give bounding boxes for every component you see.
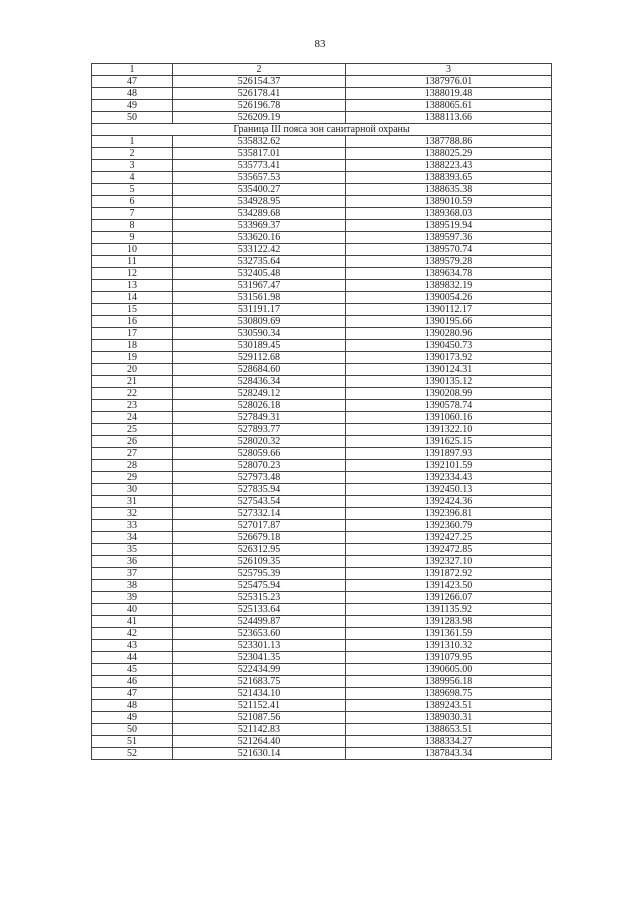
point-number: 27 bbox=[92, 448, 173, 460]
coord-y: 1389634.78 bbox=[346, 268, 552, 280]
coord-x: 521683.75 bbox=[173, 676, 346, 688]
section-title: Граница III пояса зон санитарной охраны bbox=[92, 124, 552, 136]
coord-x: 527835.94 bbox=[173, 484, 346, 496]
point-number: 6 bbox=[92, 196, 173, 208]
coord-x: 535832.62 bbox=[173, 136, 346, 148]
coord-y: 1387976.01 bbox=[346, 76, 552, 88]
coord-x: 528436.34 bbox=[173, 376, 346, 388]
header-col-3: 3 bbox=[346, 64, 552, 76]
point-number: 46 bbox=[92, 676, 173, 688]
table-row bbox=[92, 484, 552, 496]
coord-y: 1390605.00 bbox=[346, 664, 552, 676]
coord-y: 1391872.92 bbox=[346, 568, 552, 580]
point-number: 11 bbox=[92, 256, 173, 268]
table-row bbox=[92, 568, 552, 580]
table-row bbox=[92, 316, 552, 328]
point-number: 10 bbox=[92, 244, 173, 256]
coord-x: 531561.98 bbox=[173, 292, 346, 304]
coord-y: 1389010.59 bbox=[346, 196, 552, 208]
coord-x: 533620.16 bbox=[173, 232, 346, 244]
coord-y: 1392396.81 bbox=[346, 508, 552, 520]
table-row bbox=[92, 400, 552, 412]
table-row bbox=[92, 604, 552, 616]
point-number: 49 bbox=[92, 100, 173, 112]
point-number: 48 bbox=[92, 700, 173, 712]
point-number: 9 bbox=[92, 232, 173, 244]
point-number: 18 bbox=[92, 340, 173, 352]
table-row bbox=[92, 628, 552, 640]
point-number: 44 bbox=[92, 652, 173, 664]
coord-y: 1392450.13 bbox=[346, 484, 552, 496]
table-row bbox=[92, 268, 552, 280]
coord-x: 526178.41 bbox=[173, 88, 346, 100]
point-number: 15 bbox=[92, 304, 173, 316]
table-row bbox=[92, 376, 552, 388]
table-row bbox=[92, 220, 552, 232]
coord-x: 532405.48 bbox=[173, 268, 346, 280]
coord-y: 1389030.31 bbox=[346, 712, 552, 724]
page-number: 83 bbox=[314, 38, 326, 50]
point-number: 45 bbox=[92, 664, 173, 676]
point-number: 47 bbox=[92, 76, 173, 88]
coord-x: 527017.87 bbox=[173, 520, 346, 532]
coord-x: 531967.47 bbox=[173, 280, 346, 292]
table-row bbox=[92, 148, 552, 160]
table-row bbox=[92, 352, 552, 364]
point-number: 29 bbox=[92, 472, 173, 484]
point-number: 3 bbox=[92, 160, 173, 172]
point-number: 43 bbox=[92, 640, 173, 652]
point-number: 20 bbox=[92, 364, 173, 376]
coord-y: 1388223.43 bbox=[346, 160, 552, 172]
coord-x: 523653.60 bbox=[173, 628, 346, 640]
table-row bbox=[92, 460, 552, 472]
coord-x: 526679.18 bbox=[173, 532, 346, 544]
coord-y: 1391079.95 bbox=[346, 652, 552, 664]
point-number: 36 bbox=[92, 556, 173, 568]
point-number: 31 bbox=[92, 496, 173, 508]
table-row bbox=[92, 232, 552, 244]
table-row bbox=[92, 184, 552, 196]
coord-y: 1387843.34 bbox=[346, 748, 552, 760]
table-row bbox=[92, 520, 552, 532]
point-number: 47 bbox=[92, 688, 173, 700]
point-number: 40 bbox=[92, 604, 173, 616]
table-row bbox=[92, 616, 552, 628]
coord-x: 523041.35 bbox=[173, 652, 346, 664]
table-row bbox=[92, 592, 552, 604]
point-number: 37 bbox=[92, 568, 173, 580]
coord-y: 1391897.93 bbox=[346, 448, 552, 460]
point-number: 48 bbox=[92, 88, 173, 100]
table-row bbox=[92, 208, 552, 220]
coord-y: 1391310.32 bbox=[346, 640, 552, 652]
coord-x: 525133.64 bbox=[173, 604, 346, 616]
table-row bbox=[92, 580, 552, 592]
coord-y: 1389243.51 bbox=[346, 700, 552, 712]
point-number: 41 bbox=[92, 616, 173, 628]
coord-y: 1389956.18 bbox=[346, 676, 552, 688]
coord-x: 521630.14 bbox=[173, 748, 346, 760]
coord-x: 534289.68 bbox=[173, 208, 346, 220]
table-row bbox=[92, 448, 552, 460]
coord-y: 1390173.92 bbox=[346, 352, 552, 364]
table-row bbox=[92, 652, 552, 664]
coord-y: 1390112.17 bbox=[346, 304, 552, 316]
coord-x: 533122.42 bbox=[173, 244, 346, 256]
point-number: 34 bbox=[92, 532, 173, 544]
coord-x: 521434.10 bbox=[173, 688, 346, 700]
coord-x: 528070.23 bbox=[173, 460, 346, 472]
coord-x: 530809.69 bbox=[173, 316, 346, 328]
coord-y: 1391322.10 bbox=[346, 424, 552, 436]
coord-x: 535400.27 bbox=[173, 184, 346, 196]
coord-y: 1387788.86 bbox=[346, 136, 552, 148]
coord-x: 530590.34 bbox=[173, 328, 346, 340]
coord-x: 528684.60 bbox=[173, 364, 346, 376]
point-number: 51 bbox=[92, 736, 173, 748]
table-row bbox=[92, 712, 552, 724]
table-row bbox=[92, 328, 552, 340]
coord-x: 528249.12 bbox=[173, 388, 346, 400]
coord-x: 534928.95 bbox=[173, 196, 346, 208]
coord-y: 1392101.59 bbox=[346, 460, 552, 472]
coord-x: 526209.19 bbox=[173, 112, 346, 124]
coord-y: 1391060.16 bbox=[346, 412, 552, 424]
table-row bbox=[92, 388, 552, 400]
table-row bbox=[92, 508, 552, 520]
coord-x: 521152.41 bbox=[173, 700, 346, 712]
point-number: 49 bbox=[92, 712, 173, 724]
table-row bbox=[92, 76, 552, 88]
coord-y: 1388065.61 bbox=[346, 100, 552, 112]
header-col-1: 1 bbox=[92, 64, 173, 76]
table-row bbox=[92, 292, 552, 304]
coordinates-table bbox=[91, 63, 552, 760]
table-row bbox=[92, 160, 552, 172]
coord-x: 527973.48 bbox=[173, 472, 346, 484]
point-number: 38 bbox=[92, 580, 173, 592]
point-number: 35 bbox=[92, 544, 173, 556]
point-number: 12 bbox=[92, 268, 173, 280]
coord-y: 1391625.15 bbox=[346, 436, 552, 448]
coord-x: 530189.45 bbox=[173, 340, 346, 352]
coord-y: 1388113.66 bbox=[346, 112, 552, 124]
coord-y: 1388019.48 bbox=[346, 88, 552, 100]
coord-y: 1388393.65 bbox=[346, 172, 552, 184]
coord-x: 521142.83 bbox=[173, 724, 346, 736]
coord-y: 1392427.25 bbox=[346, 532, 552, 544]
coord-y: 1390135.12 bbox=[346, 376, 552, 388]
point-number: 8 bbox=[92, 220, 173, 232]
coord-x: 525475.94 bbox=[173, 580, 346, 592]
coord-y: 1391423.50 bbox=[346, 580, 552, 592]
table-row bbox=[92, 496, 552, 508]
coord-y: 1392424.36 bbox=[346, 496, 552, 508]
table-row bbox=[92, 436, 552, 448]
coord-y: 1389368.03 bbox=[346, 208, 552, 220]
coord-y: 1391361.59 bbox=[346, 628, 552, 640]
coord-y: 1390054.26 bbox=[346, 292, 552, 304]
table-row bbox=[92, 412, 552, 424]
point-number: 2 bbox=[92, 148, 173, 160]
point-number: 13 bbox=[92, 280, 173, 292]
coord-x: 528026.18 bbox=[173, 400, 346, 412]
coord-y: 1388653.51 bbox=[346, 724, 552, 736]
coord-y: 1389832.19 bbox=[346, 280, 552, 292]
coord-x: 528059.66 bbox=[173, 448, 346, 460]
table-row bbox=[92, 724, 552, 736]
coord-x: 527893.77 bbox=[173, 424, 346, 436]
coord-x: 532735.64 bbox=[173, 256, 346, 268]
coord-x: 526109.35 bbox=[173, 556, 346, 568]
coord-x: 525795.39 bbox=[173, 568, 346, 580]
section-title-row bbox=[92, 124, 552, 136]
coord-y: 1389579.28 bbox=[346, 256, 552, 268]
table-row bbox=[92, 100, 552, 112]
coord-x: 528020.32 bbox=[173, 436, 346, 448]
coord-y: 1388334.27 bbox=[346, 736, 552, 748]
coord-y: 1389597.36 bbox=[346, 232, 552, 244]
coord-x: 526154.37 bbox=[173, 76, 346, 88]
point-number: 26 bbox=[92, 436, 173, 448]
coord-y: 1392327.10 bbox=[346, 556, 552, 568]
coord-y: 1390208.99 bbox=[346, 388, 552, 400]
point-number: 28 bbox=[92, 460, 173, 472]
coord-x: 521264.40 bbox=[173, 736, 346, 748]
table-row bbox=[92, 364, 552, 376]
point-number: 5 bbox=[92, 184, 173, 196]
coord-y: 1391266.07 bbox=[346, 592, 552, 604]
table-row bbox=[92, 304, 552, 316]
table-row bbox=[92, 688, 552, 700]
point-number: 42 bbox=[92, 628, 173, 640]
point-number: 30 bbox=[92, 484, 173, 496]
table-row bbox=[92, 280, 552, 292]
coord-y: 1390280.96 bbox=[346, 328, 552, 340]
point-number: 16 bbox=[92, 316, 173, 328]
table-row bbox=[92, 340, 552, 352]
coord-y: 1390450.73 bbox=[346, 340, 552, 352]
coord-x: 527543.54 bbox=[173, 496, 346, 508]
point-number: 22 bbox=[92, 388, 173, 400]
coord-y: 1389519.94 bbox=[346, 220, 552, 232]
table-row bbox=[92, 736, 552, 748]
coord-x: 523301.13 bbox=[173, 640, 346, 652]
table-row bbox=[92, 88, 552, 100]
point-number: 52 bbox=[92, 748, 173, 760]
coord-x: 525315.23 bbox=[173, 592, 346, 604]
table-row bbox=[92, 544, 552, 556]
coord-y: 1388635.38 bbox=[346, 184, 552, 196]
coord-x: 533969.37 bbox=[173, 220, 346, 232]
point-number: 50 bbox=[92, 112, 173, 124]
table-row bbox=[92, 196, 552, 208]
table-row bbox=[92, 676, 552, 688]
coord-x: 535817.01 bbox=[173, 148, 346, 160]
point-number: 14 bbox=[92, 292, 173, 304]
point-number: 32 bbox=[92, 508, 173, 520]
table-row bbox=[92, 136, 552, 148]
table-row bbox=[92, 256, 552, 268]
point-number: 1 bbox=[92, 136, 173, 148]
coord-x: 526196.78 bbox=[173, 100, 346, 112]
coord-x: 527849.31 bbox=[173, 412, 346, 424]
point-number: 21 bbox=[92, 376, 173, 388]
table-row bbox=[92, 532, 552, 544]
table-row bbox=[92, 172, 552, 184]
coord-x: 527332.14 bbox=[173, 508, 346, 520]
point-number: 39 bbox=[92, 592, 173, 604]
coordinates-table-body bbox=[92, 64, 552, 760]
table-row bbox=[92, 244, 552, 256]
table-row bbox=[92, 664, 552, 676]
point-number: 23 bbox=[92, 400, 173, 412]
point-number: 17 bbox=[92, 328, 173, 340]
coord-y: 1388025.29 bbox=[346, 148, 552, 160]
coord-y: 1390124.31 bbox=[346, 364, 552, 376]
coord-x: 535773.41 bbox=[173, 160, 346, 172]
header-col-2: 2 bbox=[173, 64, 346, 76]
table-row bbox=[92, 472, 552, 484]
point-number: 33 bbox=[92, 520, 173, 532]
point-number: 19 bbox=[92, 352, 173, 364]
coord-y: 1391283.98 bbox=[346, 616, 552, 628]
coord-x: 521087.56 bbox=[173, 712, 346, 724]
table-header-row bbox=[92, 64, 552, 76]
point-number: 7 bbox=[92, 208, 173, 220]
coord-y: 1392360.79 bbox=[346, 520, 552, 532]
coord-y: 1392472.85 bbox=[346, 544, 552, 556]
coord-y: 1390195.66 bbox=[346, 316, 552, 328]
coord-y: 1391135.92 bbox=[346, 604, 552, 616]
coord-y: 1390578.74 bbox=[346, 400, 552, 412]
coord-x: 529112.68 bbox=[173, 352, 346, 364]
point-number: 50 bbox=[92, 724, 173, 736]
table-row bbox=[92, 112, 552, 124]
coord-x: 535657.53 bbox=[173, 172, 346, 184]
table-row bbox=[92, 556, 552, 568]
table-row bbox=[92, 748, 552, 760]
coord-x: 526312.95 bbox=[173, 544, 346, 556]
coord-y: 1392334.43 bbox=[346, 472, 552, 484]
coord-x: 522434.99 bbox=[173, 664, 346, 676]
point-number: 4 bbox=[92, 172, 173, 184]
table-row bbox=[92, 700, 552, 712]
coord-x: 531191.17 bbox=[173, 304, 346, 316]
coord-y: 1389570.74 bbox=[346, 244, 552, 256]
point-number: 24 bbox=[92, 412, 173, 424]
table-row bbox=[92, 424, 552, 436]
table-row bbox=[92, 640, 552, 652]
point-number: 25 bbox=[92, 424, 173, 436]
coord-y: 1389698.75 bbox=[346, 688, 552, 700]
coord-x: 524499.87 bbox=[173, 616, 346, 628]
